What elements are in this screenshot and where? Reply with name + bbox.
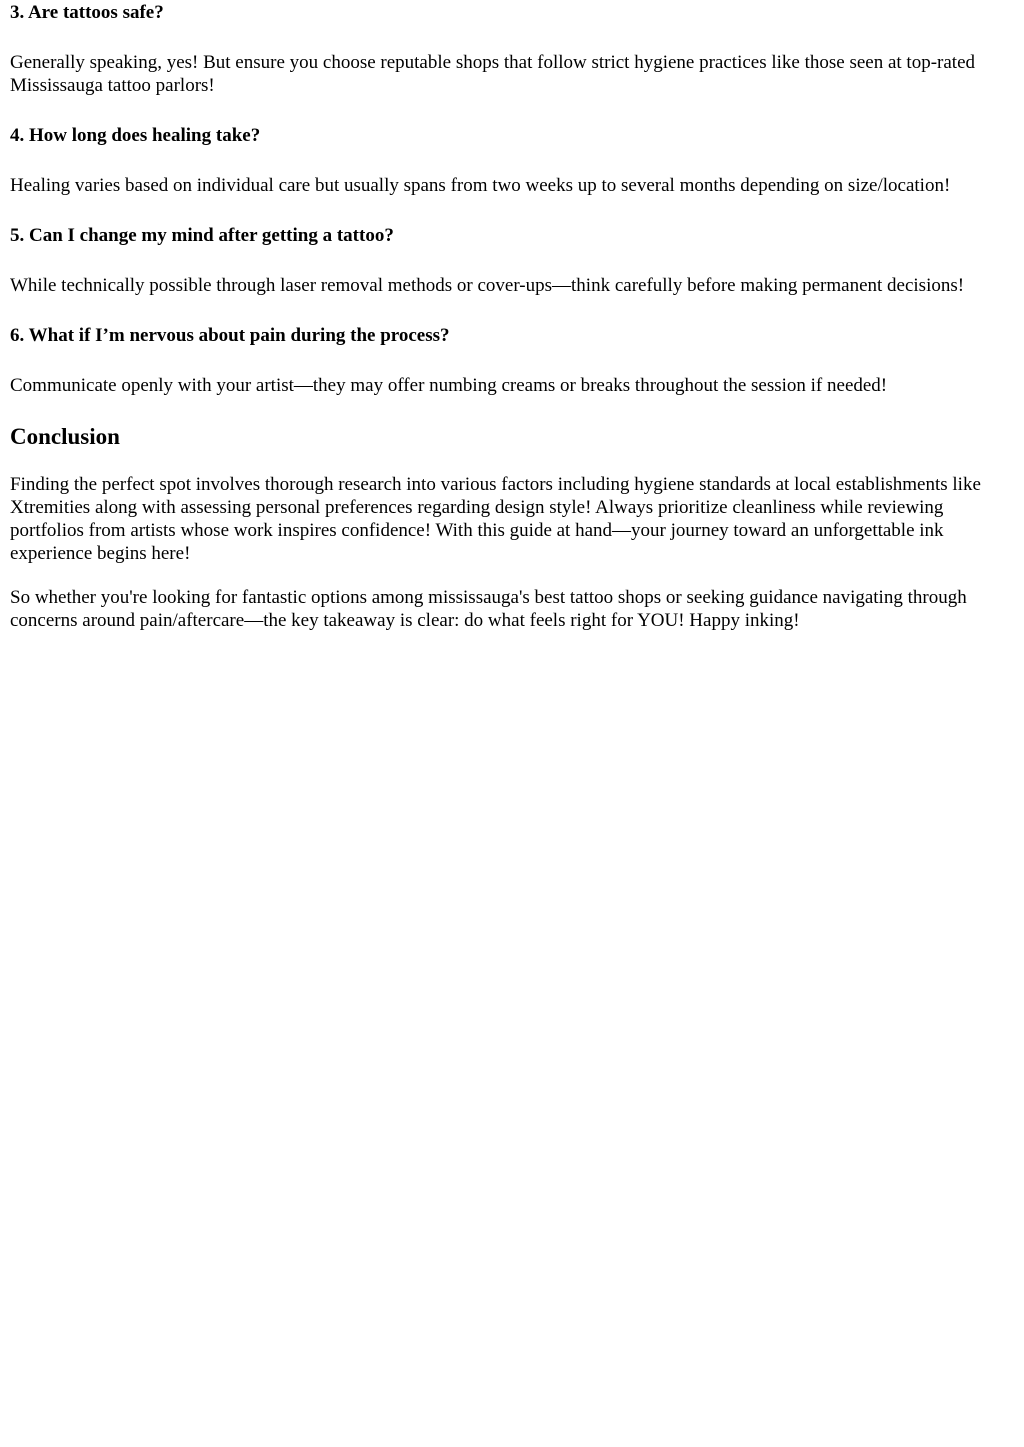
faq-item-5 [10,224,1014,297]
faq-question: 6. What if I’m nervous about pain during the process? [10,325,450,346]
faq-item-3 [10,1,1014,97]
article-body [0,1,1024,632]
faq-item-4 [10,124,1014,197]
faq-item-6 [10,324,1014,397]
faq-answer: Communicate openly with your artist—they may offer numbing creams or breaks throughout the session if needed! [10,375,888,396]
conclusion-heading: Conclusion [10,424,120,449]
conclusion-paragraph: Finding the perfect spot involves thorough research into various factors including hygiene standards at local establishments like Xtremities along with assessing personal preferences regarding design style! Always prioritize cleanliness while reviewing portfolios from artists whose work inspires confidence! With this guide at hand—your journey toward an unforgettable ink experience begins here! [10,474,981,564]
faq-question: 5. Can I change my mind after getting a tattoo? [10,225,394,246]
conclusion-paragraph: So whether you're looking for fantastic options among mississauga's best tattoo shops or seeking guidance navigating through concerns around pain/aftercare—the key takeaway is clear: do what feels right for YOU! Happy inking! [10,587,967,631]
faq-question: 3. Are tattoos safe? [10,2,164,23]
faq-answer: While technically possible through laser removal methods or cover-ups—think carefully before making permanent decisions! [10,275,965,296]
faq-question: 4. How long does healing take? [10,125,261,146]
faq-answer: Generally speaking, yes! But ensure you choose reputable shops that follow strict hygiene practices like those seen at top-rated Mississauga tattoo parlors! [10,52,976,96]
faq-answer: Healing varies based on individual care but usually spans from two weeks up to several months depending on size/location! [10,175,951,196]
